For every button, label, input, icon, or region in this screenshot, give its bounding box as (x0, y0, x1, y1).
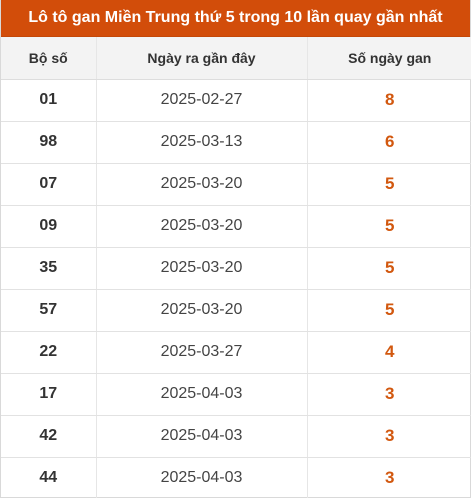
cell-date: 2025-03-20 (96, 247, 307, 289)
header-days: Số ngày gan (307, 37, 471, 79)
panel-title: Lô tô gan Miền Trung thứ 5 trong 10 lần quay gần nhất (1, 0, 470, 37)
cell-date: 2025-03-20 (96, 205, 307, 247)
cell-date: 2025-03-20 (96, 289, 307, 331)
table-row (1, 289, 471, 331)
cell-date: 2025-02-27 (96, 79, 307, 121)
cell-days: 5 (307, 163, 471, 205)
cell-date: 2025-03-13 (96, 121, 307, 163)
cell-number: 22 (1, 331, 96, 373)
table-row (1, 331, 471, 373)
table-row (1, 247, 471, 289)
cell-number: 44 (39, 469, 58, 487)
cell-days: 3 (307, 415, 471, 457)
cell-date: 2025-04-03 (96, 373, 307, 415)
cell-number: 01 (1, 79, 96, 121)
table-row (1, 415, 471, 457)
cell-date: 2025-04-03 (96, 415, 307, 457)
cell-days: 3 (307, 373, 471, 415)
cell-number: 07 (1, 163, 96, 205)
cell-days: 5 (307, 205, 471, 247)
table-row (1, 163, 471, 205)
table-row (1, 373, 471, 415)
table-row (1, 79, 471, 121)
cell-days: 5 (307, 247, 471, 289)
cell-date: 2025-03-20 (96, 163, 307, 205)
cell-days: 8 (307, 79, 471, 121)
cell-date: 2025-03-27 (96, 331, 307, 373)
table-header (1, 37, 471, 79)
table-body (1, 79, 471, 498)
cell-days: 5 (307, 289, 471, 331)
gan-table (1, 37, 471, 498)
cell-number: 35 (1, 247, 96, 289)
cell-number: 42 (1, 415, 96, 457)
table-row (1, 457, 471, 498)
cell-number: 98 (1, 121, 96, 163)
table-row (1, 205, 471, 247)
header-number: Bộ số (1, 37, 96, 79)
header-row (1, 37, 471, 79)
cell-number: 17 (1, 373, 96, 415)
cell-number: 09 (1, 205, 96, 247)
table-row (1, 121, 471, 163)
header-date: Ngày ra gần đây (96, 37, 307, 79)
cell-days: 4 (307, 331, 471, 373)
cell-days: 6 (307, 121, 471, 163)
cell-number: 57 (1, 289, 96, 331)
cell-date: 2025-04-03 (96, 457, 307, 498)
cell-days: 3 (307, 457, 471, 498)
